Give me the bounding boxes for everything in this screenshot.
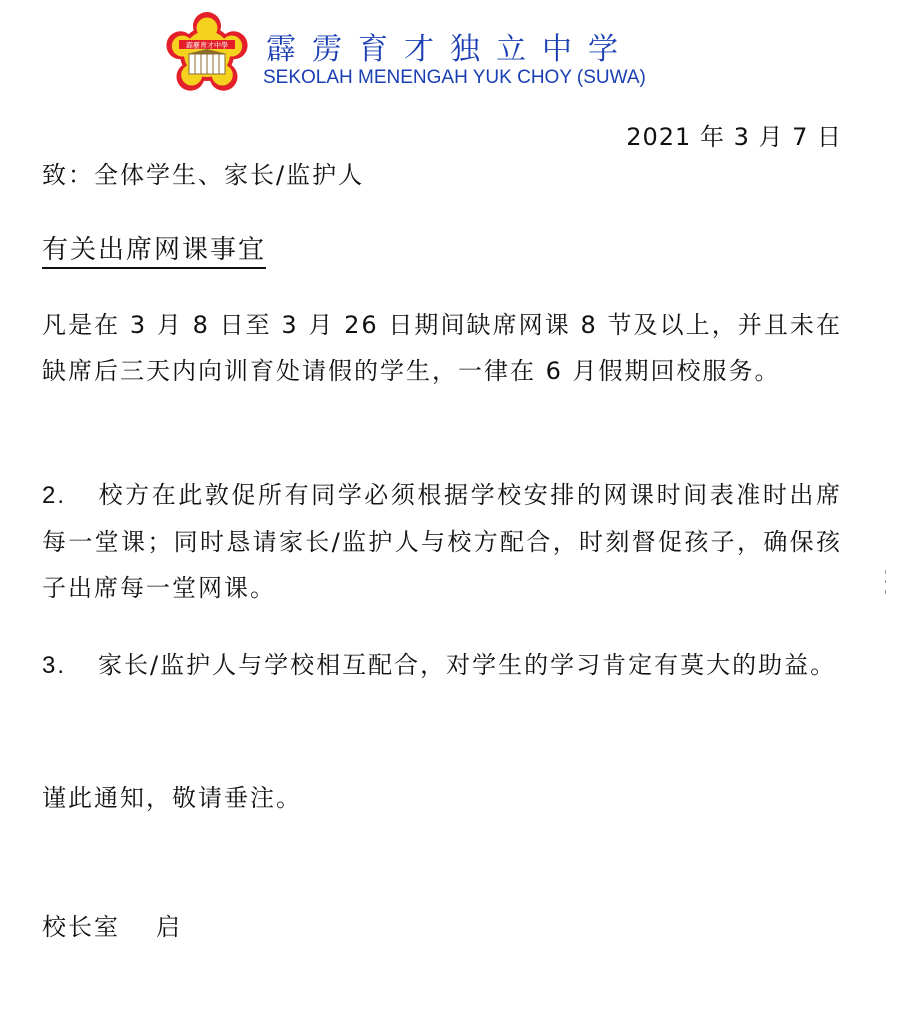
signature-line (42, 912, 182, 942)
paragraph-3 (42, 642, 842, 689)
closing-line: 谨此通知，敬请垂注。 (42, 784, 302, 812)
school-logo (165, 12, 249, 96)
salutation: 致：全体学生、家长/监护人 (42, 161, 365, 189)
signature-sign: 启 (156, 913, 182, 941)
logo-lettering: 霹靂育才中學 (186, 41, 228, 50)
paragraph-text: 校方在此敦促所有同学必须根据学校安排的网课时间表准时出席每一堂课；同时恳请家长/监护人与校方配合，时刻督促孩子，确保孩子出席每一堂网课。 (42, 481, 842, 602)
paragraph-text: 凡是在 3 月 8 日至 3 月 26 日期间缺席网课 8 节及以上，并且未在缺席后三天内向训育处请假的学生，一律在 6 月假期回校服务。 (42, 311, 842, 385)
school-name-chinese: 霹雳育才独立中学 (266, 32, 634, 67)
subject-heading: 有关出席网课事宜 (42, 235, 266, 269)
scan-mark (883, 568, 889, 598)
paragraph-number: 2. (42, 482, 67, 509)
paragraph-text: 家长/监护人与学校相互配合，对学生的学习肯定有莫大的助益。 (98, 651, 837, 679)
paragraph-1 (42, 302, 842, 394)
letter-date: 2021 年 3 月 7 日 (626, 123, 842, 151)
paragraph-number: 3. (42, 652, 67, 679)
letterhead (165, 12, 725, 96)
signature-office: 校长室 (42, 913, 120, 941)
paragraph-2 (42, 472, 842, 611)
school-name-english: SEKOLAH MENENGAH YUK CHOY (SUWA) (263, 67, 646, 88)
